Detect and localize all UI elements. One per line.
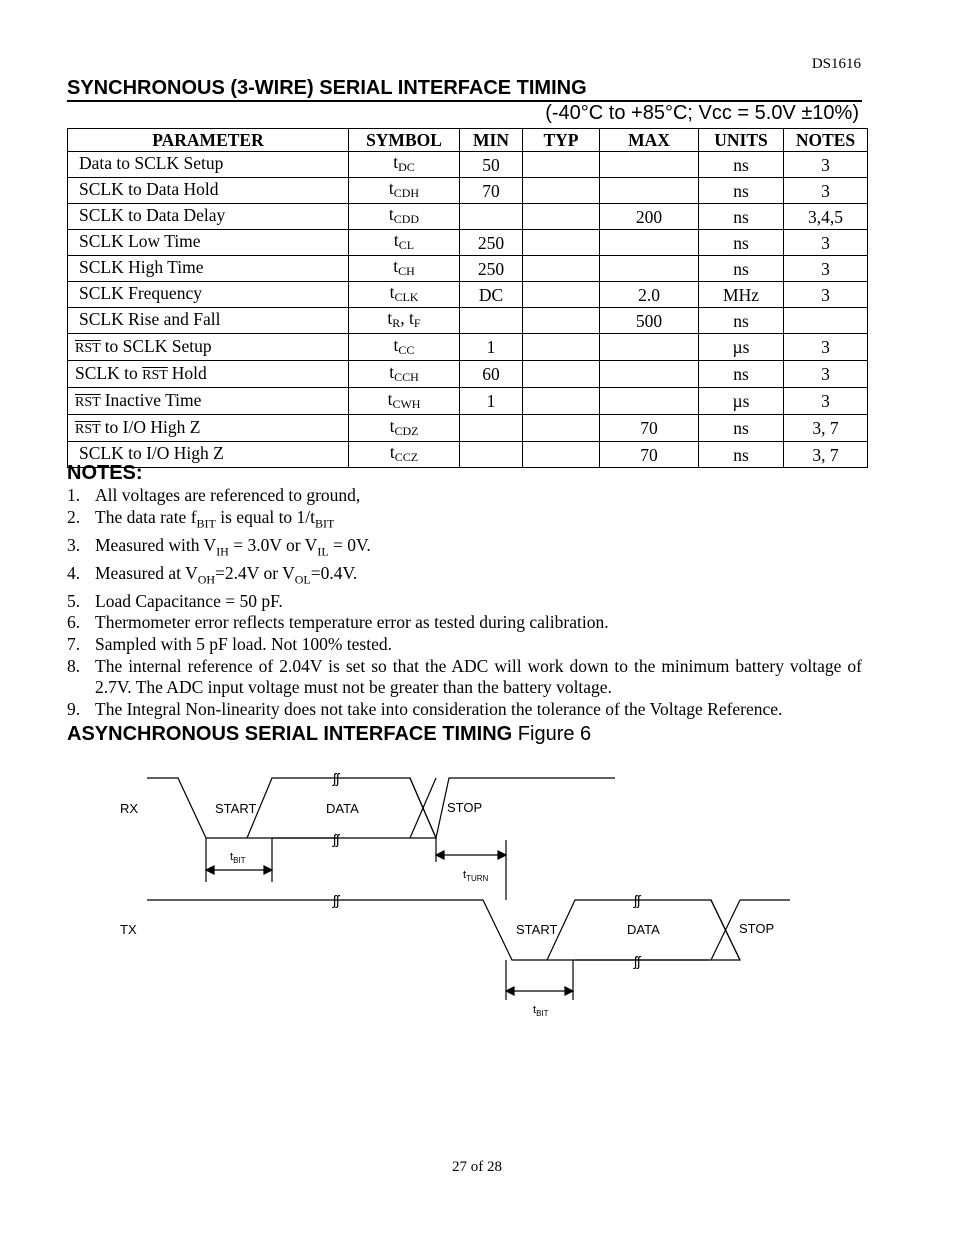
symbol-part: CL: [398, 238, 415, 252]
min-cell: [460, 442, 523, 468]
note-number: 5.: [67, 590, 81, 611]
note-item: [67, 563, 862, 591]
param-cell: [68, 256, 349, 282]
symbol-part: t: [389, 415, 395, 436]
max-cell: [600, 334, 699, 361]
note-text: = 3.0V or V: [228, 534, 318, 555]
symbol-cell: [349, 361, 460, 388]
table-row: [68, 442, 868, 468]
table-row: [68, 204, 868, 230]
column-header: MAX: [600, 129, 699, 152]
symbol-part: t: [388, 178, 394, 198]
table-row: [68, 361, 868, 388]
notes-cell: 3: [784, 152, 868, 178]
units-cell: ns: [699, 204, 784, 230]
max-cell: [600, 178, 699, 204]
units-cell: MHz: [699, 282, 784, 308]
column-header: PARAMETER: [68, 129, 349, 152]
symbol-cell: [349, 415, 460, 442]
max-cell: 2.0: [600, 282, 699, 308]
symbol-cell: [349, 388, 460, 415]
tx-tbit-label: $t_{BIT}$: [533, 1004, 549, 1018]
symbol-part: t: [393, 334, 399, 355]
min-cell: 70: [460, 178, 523, 204]
notes-cell: 3: [784, 388, 868, 415]
units-cell: ns: [699, 152, 784, 178]
param-cell: [68, 152, 349, 178]
tx-waveform: [147, 900, 790, 960]
symbol-part: CH: [398, 264, 415, 278]
notes-cell: 3: [784, 282, 868, 308]
note-text: = 0V.: [328, 534, 371, 555]
typ-cell: [523, 230, 600, 256]
note-number: 3.: [67, 534, 81, 555]
notes-cell: [784, 308, 868, 334]
symbol-part: CDD: [393, 212, 420, 226]
tx-data-label: DATA: [627, 922, 660, 937]
units-cell: ns: [699, 308, 784, 334]
symbol-cell: [349, 256, 460, 282]
min-cell: [460, 308, 523, 334]
note-text: =0.4V.: [310, 562, 358, 583]
typ-cell: [523, 388, 600, 415]
table-row: [68, 178, 868, 204]
min-cell: 1: [460, 388, 523, 415]
sync-timing-title: SYNCHRONOUS (3-WIRE) SERIAL INTERFACE TIMING: [67, 77, 587, 99]
min-cell: [460, 415, 523, 442]
note-item: [67, 485, 862, 507]
param-overbar-signal: $\overline{RST}$: [75, 421, 101, 437]
tx-start-label: START: [516, 922, 558, 937]
notes-cell: 3,4,5: [784, 204, 868, 230]
max-cell: [600, 152, 699, 178]
param-text: SCLK Frequency: [79, 283, 202, 303]
symbol-part: t: [393, 256, 399, 276]
note-subscript: BIT: [315, 516, 335, 531]
table-body: [68, 152, 868, 468]
min-cell: 60: [460, 361, 523, 388]
rx-stop-label: STOP: [447, 800, 483, 815]
symbol-part: t: [387, 308, 393, 328]
symbol-part: t: [393, 152, 399, 172]
timing-markers: [206, 838, 573, 1000]
note-number: 8.: [67, 655, 81, 676]
table-row: [68, 308, 868, 334]
units-cell: µs: [699, 388, 784, 415]
note-text: The internal reference of 2.04V is set so that the ADC will work down to the minimum battery voltage of 2.7V. The ADC input voltage must not be greater than the battery voltage.: [95, 655, 862, 698]
param-cell: [68, 282, 349, 308]
param-text: SCLK Rise and Fall: [79, 309, 221, 329]
note-text: Measured at V: [95, 562, 198, 583]
note-subscript: BIT: [196, 516, 216, 531]
note-text: Sampled with 5 pF load. Not 100% tested.: [95, 634, 392, 655]
param-cell: [68, 178, 349, 204]
min-cell: DC: [460, 282, 523, 308]
min-cell: 250: [460, 230, 523, 256]
typ-cell: [523, 152, 600, 178]
param-text: SCLK to I/O High Z: [79, 443, 224, 463]
note-text: The Integral Non-linearity does not take into consideration the tolerance of the Voltage Reference.: [95, 698, 783, 719]
note-item: [67, 656, 862, 699]
rx-start-label: START: [215, 801, 257, 816]
note-text: is equal to 1/t: [215, 506, 316, 527]
param-prefix: SCLK to: [75, 362, 143, 383]
symbol-part: t: [387, 388, 393, 409]
max-cell: 200: [600, 204, 699, 230]
column-header: NOTES: [784, 129, 868, 152]
note-item: [67, 591, 862, 613]
symbol-cell: [349, 152, 460, 178]
typ-cell: [523, 282, 600, 308]
note-number: 7.: [67, 634, 81, 655]
param-text: SCLK Low Time: [79, 231, 201, 251]
units-cell: ns: [699, 256, 784, 282]
max-cell: [600, 388, 699, 415]
figure-label: Figure 6: [517, 723, 592, 745]
symbol-part: DC: [398, 160, 415, 174]
rx-tbit-label: $t_{BIT}$: [230, 851, 246, 865]
param-text: Inactive Time: [104, 389, 202, 410]
param-text: SCLK to Data Delay: [79, 205, 226, 225]
table-row: [68, 282, 868, 308]
rx-break-bottom: ʃʃ: [333, 831, 340, 847]
param-overbar-signal: $\overline{RST}$: [75, 394, 101, 410]
tx-stop-label: STOP: [739, 921, 775, 936]
typ-cell: [523, 334, 600, 361]
note-text: Measured with V: [95, 534, 217, 555]
notes-cell: 3: [784, 230, 868, 256]
note-text: The data rate f: [95, 506, 197, 527]
symbol-part: t: [389, 361, 395, 382]
param-text: Hold: [171, 362, 207, 383]
rx-data-label: DATA: [326, 801, 359, 816]
notes-cell: 3: [784, 178, 868, 204]
param-overbar-signal: $\overline{RST}$: [142, 367, 168, 383]
notes-cell: 3: [784, 361, 868, 388]
symbol-cell: [349, 230, 460, 256]
notes-list: [67, 485, 862, 720]
units-cell: ns: [699, 178, 784, 204]
max-cell: [600, 361, 699, 388]
param-cell: [68, 204, 349, 230]
units-cell: ns: [699, 415, 784, 442]
notes-cell: 3, 7: [784, 415, 868, 442]
min-cell: [460, 204, 523, 230]
param-text: Data to SCLK Setup: [79, 153, 224, 173]
column-header: TYP: [523, 129, 600, 152]
rx-break-top: ʃʃ: [333, 770, 340, 786]
notes-cell: 3, 7: [784, 442, 868, 468]
typ-cell: [523, 178, 600, 204]
min-cell: 250: [460, 256, 523, 282]
symbol-part: CCH: [394, 369, 419, 384]
async-title-text: ASYNCHRONOUS SERIAL INTERFACE TIMING: [67, 723, 513, 745]
note-text: Load Capacitance = 50 pF.: [95, 590, 283, 611]
units-cell: ns: [699, 361, 784, 388]
note-number: 6.: [67, 612, 81, 633]
symbol-part: R: [392, 316, 401, 330]
tturn-label: $t_{TURN}$: [463, 869, 489, 883]
async-timing-diagram: [100, 760, 820, 1035]
max-cell: 500: [600, 308, 699, 334]
table-row: [68, 230, 868, 256]
rx-label: RX: [120, 801, 139, 816]
table-row: [68, 256, 868, 282]
note-item: [67, 612, 862, 634]
param-cell: [68, 415, 349, 442]
max-cell: [600, 230, 699, 256]
typ-cell: [523, 361, 600, 388]
table-header-row: [68, 129, 868, 152]
typ-cell: [523, 442, 600, 468]
notes-cell: 3: [784, 256, 868, 282]
param-cell: [68, 388, 349, 415]
param-cell: [68, 334, 349, 361]
min-cell: 50: [460, 152, 523, 178]
tx-label: TX: [120, 922, 137, 937]
param-text: SCLK to Data Hold: [79, 179, 219, 199]
tx-break-bottom: ʃʃ: [634, 953, 641, 969]
param-cell: [68, 230, 349, 256]
min-cell: 1: [460, 334, 523, 361]
table-row: [68, 388, 868, 415]
typ-cell: [523, 204, 600, 230]
param-cell: [68, 361, 349, 388]
symbol-cell: [349, 308, 460, 334]
symbol-part: CC: [398, 342, 415, 357]
symbol-cell: [349, 334, 460, 361]
note-text: =2.4V or V: [215, 562, 295, 583]
column-header: MIN: [460, 129, 523, 152]
note-text: Thermometer error reflects temperature error as tested during calibration.: [95, 612, 609, 633]
symbol-cell: [349, 282, 460, 308]
param-text: SCLK High Time: [79, 257, 204, 277]
max-cell: [600, 256, 699, 282]
note-subscript: IL: [317, 544, 329, 559]
symbol-part: CCZ: [394, 450, 419, 464]
symbol-part: t: [393, 230, 399, 250]
notes-title: NOTES:: [67, 462, 143, 484]
symbol-part: F: [413, 316, 421, 330]
symbol-cell: [349, 204, 460, 230]
note-subscript: OH: [197, 572, 216, 587]
symbol-cell: [349, 442, 460, 468]
units-cell: ns: [699, 442, 784, 468]
symbol-part: t: [389, 282, 395, 302]
typ-cell: [523, 415, 600, 442]
note-item: [67, 699, 862, 721]
max-cell: 70: [600, 415, 699, 442]
units-cell: ns: [699, 230, 784, 256]
symbol-part: , t: [400, 308, 414, 328]
sync-timing-table: [67, 128, 868, 468]
symbol-part: CWH: [392, 396, 421, 411]
table-row: [68, 152, 868, 178]
note-number: 9.: [67, 698, 81, 719]
note-number: 4.: [67, 562, 81, 583]
symbol-part: CDH: [393, 186, 420, 200]
note-item: [67, 507, 862, 535]
units-cell: µs: [699, 334, 784, 361]
doc-id: DS1616: [811, 56, 861, 72]
symbol-part: t: [389, 442, 395, 462]
operating-conditions: (-40°C to +85°C; Vcc = 5.0V ±10%): [545, 102, 859, 124]
typ-cell: [523, 256, 600, 282]
column-header: SYMBOL: [349, 129, 460, 152]
column-header: UNITS: [699, 129, 784, 152]
param-overbar-signal: $\overline{RST}$: [75, 340, 101, 356]
max-cell: 70: [600, 442, 699, 468]
async-timing-title: [67, 723, 591, 746]
page-number: 27 of 28: [452, 1159, 502, 1175]
symbol-part: CDZ: [394, 423, 419, 438]
table-row: [68, 334, 868, 361]
tx-break-top: ʃʃ: [634, 892, 641, 908]
notes-cell: 3: [784, 334, 868, 361]
param-text: to I/O High Z: [104, 416, 201, 437]
note-subscript: OL: [294, 572, 311, 587]
param-cell: [68, 308, 349, 334]
typ-cell: [523, 308, 600, 334]
note-item: [67, 634, 862, 656]
note-subscript: IH: [216, 544, 229, 559]
symbol-cell: [349, 178, 460, 204]
note-item: [67, 535, 862, 563]
table-row: [68, 415, 868, 442]
symbol-part: CLK: [394, 290, 419, 304]
note-text: All voltages are referenced to ground,: [95, 485, 361, 505]
tx-break-left: ʃʃ: [333, 892, 340, 908]
note-number: 2.: [67, 506, 81, 527]
symbol-part: t: [388, 204, 394, 224]
param-text: to SCLK Setup: [104, 335, 212, 356]
note-number: 1.: [67, 485, 81, 505]
